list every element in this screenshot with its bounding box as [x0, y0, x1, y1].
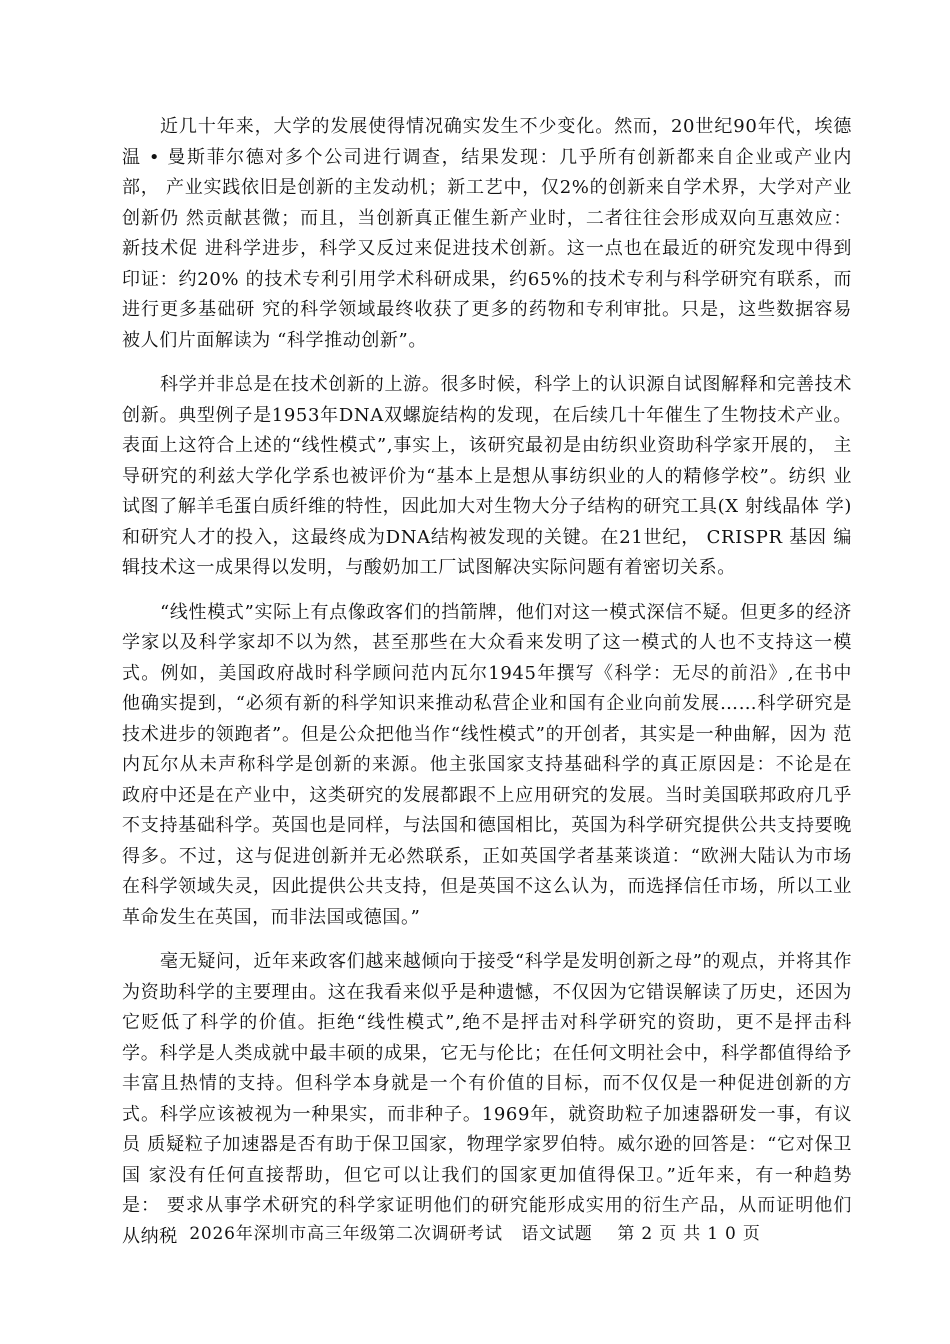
page-footer: 2026年深圳市高三年级第二次调研考试 语文试题 第 2 页 共 1 0 页: [189, 1224, 761, 1244]
paragraph: “线性模式”实际上有点像政客们的挡箭牌，他们对这一模式深信不疑。但更多的经济学家以及科学家却不以为然，甚至那些在大众看来发明了这一模式的人也不支持这一模式。例如，美国政府战时科学顾问范内瓦尔1945年撰写《科学：无尽的前沿》,在书中 他确实提到，“必须有新的科学知识来推动私营企业和国有企业向前发展……科学研究是 技术进步的领跑者”。但是公众把他当作“线性模式”的开创者，其实是一种曲解，因为 范内瓦尔从未声称科学是创新的来源。他主张国家支持基础科学的真正原因是：不论是在 政府中还是在产业中，这类研究的发展都跟不上应用研究的发展。当时美国联邦政府几乎 不支持基础科学。英国也是同样，与法国和德国相比，英国为科学研究提供公共支持要晚 得多。不过，这与促进创新并无必然联系，正如英国学者基莱谈道：“欧洲大陆认为市场 在科学领域失灵，因此提供公共支持，但是英国不这么认为，而选择信任市场，所以工业 革命发生在英国，而非法国或德国。”: [122, 601, 852, 928]
document-body: [122, 112, 852, 1266]
paragraph: 毫无疑问，近年来政客们越来越倾向于接受“科学是发明创新之母”的观点，并将其作为资助科学的主要理由。这在我看来似乎是种遗憾，不仅因为它错误解读了历史，还因为它贬低了科学的价值。拒绝“线性模式”,绝不是抨击对科学研究的资助，更不是抨击科学。科学是人类成就中最丰硕的成果，它无与伦比；在任何文明社会中，科学都值得给予丰富且热情的支持。但科学本身就是一个有价值的目标，而不仅仅是一种促进创新的方式。科学应该被视为一种果实，而非种子。1969年，就资助粒子加速器研发一事，有议员 质疑粒子加速器是否有助于保卫国家，物理学家罗伯特。威尔逊的回答是：“它对保卫国 家没有任何直接帮助，但它可以让我们的国家更加值得保卫。”近年来，有一种趋势是： 要求从事学术研究的科学家证明他们的研究能形成实用的衍生产品，从而证明他们从纳税: [122, 951, 852, 1247]
paragraph: 科学并非总是在技术创新的上游。很多时候，科学上的认识源自试图解释和完善技术创新。典型例子是1953年DNA双螺旋结构的发现，在后续几十年催生了生物技术产业。 表面上这符合上述的“线性模式”,事实上，该研究最初是由纺织业资助科学家开展的， 主导研究的利兹大学化学系也被评价为“基本上是想从事纺织业的人的精修学校”。纺织 业试图了解羊毛蛋白质纤维的特性，因此加大对生物大分子结构的研究工具(X 射线晶体 学)和研究人才的投入，这最终成为DNA结构被发现的关键。在21世纪， CRISPR 基因 编辑技术这一成果得以发明，与酸奶加工厂试图解决实际问题有着密切关系。: [122, 374, 852, 578]
paragraph: 近几十年来，大学的发展使得情况确实发生不少变化。然而，20世纪90年代，埃德 温 • 曼斯菲尔德对多个公司进行调查，结果发现：几乎所有创新都来自企业或产业内部， 产业实践依旧是创新的主发动机；新工艺中，仅2%的创新来自学术界，大学对产业创新仍 然贡献甚微；而且，当创新真正催生新产业时，二者往往会形成双向互惠效应：新技术促 进科学进步，科学又反过来促进技术创新。这一点也在最近的研究发现中得到印证：约20% 的技术专利引用学术科研成果，约65%的技术专利与科学研究有联系，而进行更多基础研 究的科学领域最终收获了更多的药物和专利审批。只是，这些数据容易被人们片面解读为 “科学推动创新”。: [122, 116, 852, 351]
